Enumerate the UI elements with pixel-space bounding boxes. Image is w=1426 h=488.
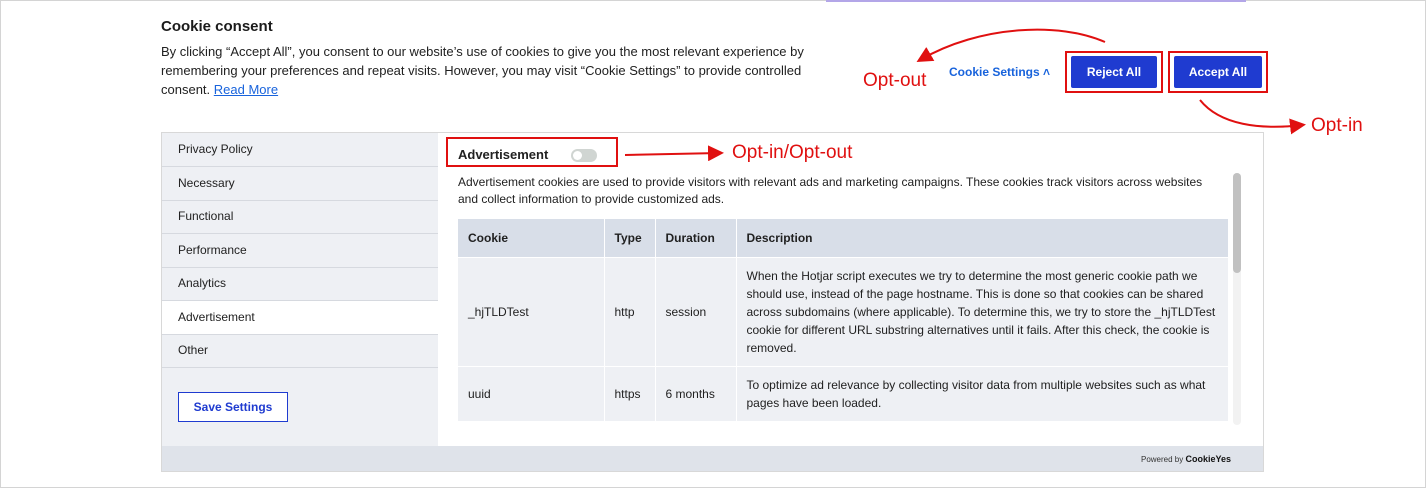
cookie-type-cell: https	[604, 366, 655, 421]
accept-all-button[interactable]: Accept All	[1174, 56, 1262, 88]
save-settings-button[interactable]: Save Settings	[178, 392, 288, 422]
column-header-description: Description	[736, 219, 1229, 257]
panel-footer	[162, 446, 1263, 471]
top-accent-strip	[826, 0, 1246, 2]
settings-panel	[161, 132, 1264, 472]
cookie-table	[458, 219, 1229, 421]
column-header-cookie: Cookie	[458, 219, 604, 257]
content-scroll-area	[438, 133, 1233, 425]
content-scrollbar[interactable]	[1233, 173, 1241, 425]
read-more-link[interactable]: Read More	[213, 82, 279, 97]
table-header-row	[458, 219, 1229, 257]
powered-by-label	[1141, 454, 1231, 464]
table-row	[458, 257, 1229, 366]
category-sidebar	[162, 133, 438, 446]
sidebar-item-necessary[interactable]: Necessary	[162, 167, 438, 201]
toggle-highlight-box	[446, 137, 618, 167]
consent-title: Cookie consent	[161, 18, 273, 35]
powered-by-text: Powered by	[1140, 455, 1184, 464]
cookie-duration-cell: session	[655, 257, 736, 366]
consent-description-text: By clicking “Accept All”, you consent to our website’s use of cookies to give you the most relevant experience by remembering your preferences and repeat visits. However, you may visit “Cookie Settings” to provide controlled consent.	[161, 44, 804, 97]
reject-all-button[interactable]: Reject All	[1071, 56, 1157, 88]
sidebar-item-other[interactable]: Other	[162, 334, 438, 368]
sidebar-item-performance[interactable]: Performance	[162, 234, 438, 268]
category-description: Advertisement cookies are used to provide visitors with relevant ads and marketing campaigns. These cookies track visitors across websites and collect information to provide customized ads.	[458, 175, 1203, 206]
cookie-description-cell: To optimize ad relevance by collecting visitor data from multiple websites such as what pages have been loaded.	[736, 366, 1229, 421]
column-header-type: Type	[604, 219, 655, 257]
scrollbar-thumb[interactable]	[1233, 173, 1241, 273]
cookie-duration-cell: 6 months	[655, 366, 736, 421]
cookie-name-cell: _hjTLDTest	[458, 257, 604, 366]
opt-in-annotation: Opt-in	[1311, 115, 1363, 136]
table-row	[458, 366, 1229, 421]
sidebar-item-functional[interactable]: Functional	[162, 200, 438, 234]
reject-highlight-box	[1065, 51, 1163, 93]
column-header-duration: Duration	[655, 219, 736, 257]
consent-description	[161, 42, 851, 99]
sidebar-item-advertisement[interactable]: Advertisement	[162, 301, 438, 335]
category-title: Advertisement	[458, 147, 549, 162]
cookie-description-cell: When the Hotjar script executes we try to determine the most generic cookie path we should use, instead of the page hostname. This is done so that cookies can be shared across subdomains (where applicable). To determine this, we try to store the _hjTLDTest cookie for different URL substring alternatives until it fails. After this check, the cookie is removed.	[736, 257, 1229, 366]
cookie-settings-link[interactable]: Cookie Settings ˄	[949, 65, 1051, 79]
accept-highlight-box	[1168, 51, 1268, 93]
sidebar-item-analytics[interactable]: Analytics	[162, 267, 438, 301]
cookieyes-brand: CookieYes	[1185, 454, 1231, 464]
sidebar-item-privacy-policy[interactable]: Privacy Policy	[162, 133, 438, 167]
opt-in-out-annotation: Opt-in/Opt-out	[732, 142, 853, 163]
opt-out-annotation: Opt-out	[863, 70, 927, 91]
category-content	[438, 133, 1263, 446]
cookie-type-cell: http	[604, 257, 655, 366]
cookie-name-cell: uuid	[458, 366, 604, 421]
